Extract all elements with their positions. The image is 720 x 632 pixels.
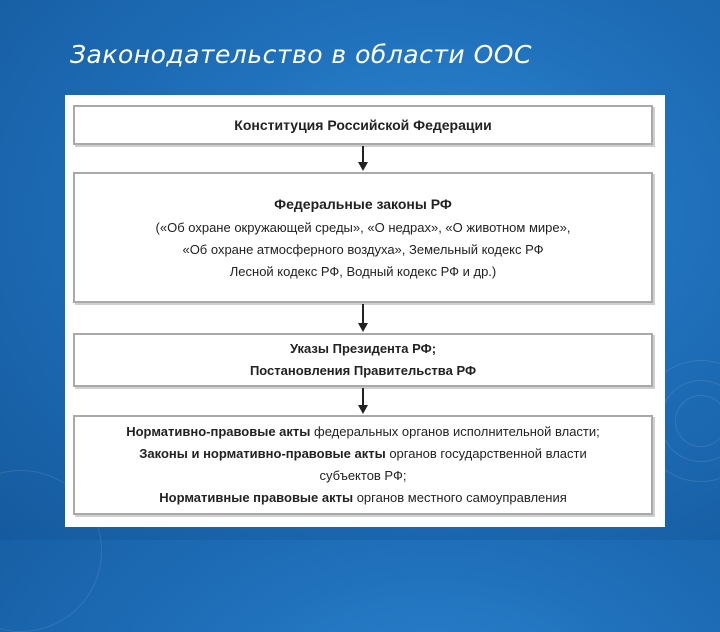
slide-title: Законодательство в области ООС: [70, 40, 532, 69]
normative-line-rest: органов местного самоуправления: [353, 490, 567, 505]
federal-laws-line: «Об охране атмосферного воздуха», Земельный кодекс РФ: [182, 241, 544, 257]
arrow-down-2: [358, 304, 368, 332]
background-swirl: [675, 395, 720, 447]
federal-laws-title: Федеральные законы РФ: [274, 195, 452, 212]
decrees-line: Постановления Правительства РФ: [249, 363, 477, 378]
decrees-line: Указы Президента РФ;: [289, 341, 437, 356]
normative-line: субъектов РФ;: [319, 468, 407, 483]
federal-laws-line: Лесной кодекс РФ, Водный кодекс РФ и др.): [229, 263, 497, 279]
constitution-label: Конституция Российской Федерации: [234, 117, 492, 133]
federal-laws-box: [73, 172, 653, 303]
normative-line: [139, 443, 587, 465]
normative-line-rest: федеральных органов исполнительной власти;: [310, 424, 600, 439]
federal-laws-line: («Об охране окружающей среды», «О недрах», «О животном мире»,: [155, 219, 571, 235]
constitution-box: [73, 105, 653, 145]
normative-acts-box: [73, 415, 653, 515]
normative-line-bold: Законы и нормативно-правовые акты: [139, 446, 386, 461]
normative-line-bold: Нормативно-правовые акты: [126, 424, 311, 439]
arrow-down-1: [358, 146, 368, 171]
normative-line: [126, 421, 600, 443]
arrow-down-3: [358, 388, 368, 414]
hierarchy-diagram: [65, 95, 665, 527]
normative-line-bold: Нормативные правовые акты: [159, 490, 354, 505]
normative-line-rest: органов государственной власти: [385, 446, 587, 461]
normative-line: [159, 487, 567, 509]
decrees-box: [73, 333, 653, 387]
